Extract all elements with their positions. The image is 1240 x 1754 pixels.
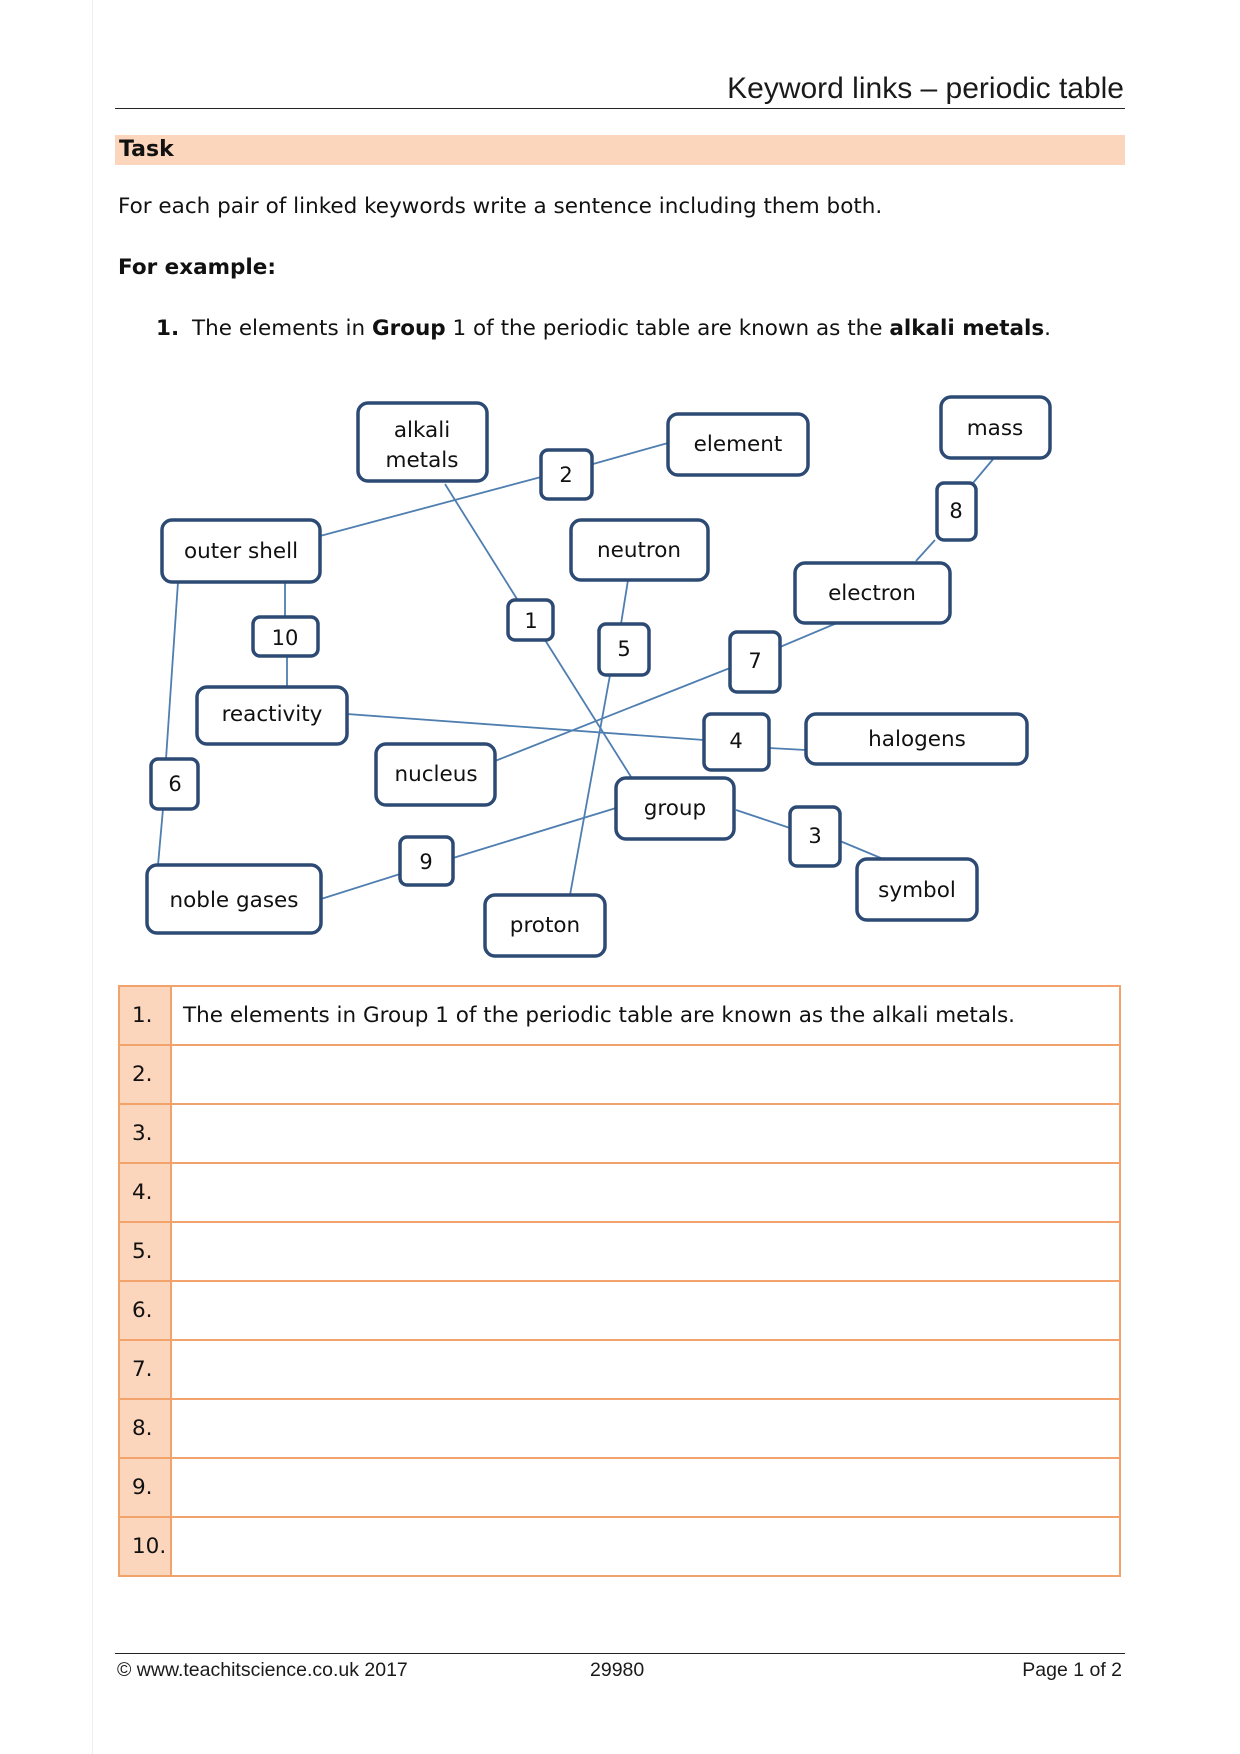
keyword-noble-gases xyxy=(147,865,321,933)
keyword-label: alkali xyxy=(393,418,451,443)
answer-row xyxy=(119,1458,1120,1517)
answer-number: 5. xyxy=(119,1222,171,1281)
link-line xyxy=(158,809,163,865)
keyword-outer-shell xyxy=(162,520,320,582)
keyword-label: metals xyxy=(385,448,459,473)
link-line xyxy=(780,623,837,647)
link-line xyxy=(445,484,517,599)
keyword-electron xyxy=(795,563,950,623)
example-text-part: 1 of the periodic table are known as the xyxy=(445,316,890,341)
answer-number: 6. xyxy=(119,1281,171,1340)
link-line xyxy=(973,458,994,483)
answer-number: 8. xyxy=(119,1399,171,1458)
link-line xyxy=(166,582,178,759)
link-number-6 xyxy=(151,759,198,809)
answer-field[interactable] xyxy=(171,1399,1120,1458)
keyword-group xyxy=(616,778,734,839)
footer-divider xyxy=(115,1653,1125,1654)
answer-number: 2. xyxy=(119,1045,171,1104)
answer-field[interactable] xyxy=(171,1104,1120,1163)
answer-row xyxy=(119,1222,1120,1281)
answer-number: 3. xyxy=(119,1104,171,1163)
keyword-nucleus xyxy=(376,744,495,805)
keyword-neutron xyxy=(571,520,708,580)
link-number-1 xyxy=(508,600,553,640)
answer-row xyxy=(119,1163,1120,1222)
footer-resource-code: 29980 xyxy=(590,1659,645,1681)
link-number-label: 6 xyxy=(168,772,182,796)
link-number-label: 5 xyxy=(617,637,631,661)
link-line xyxy=(916,540,935,561)
keyword-label: electron xyxy=(828,581,916,606)
task-heading: Task xyxy=(119,137,174,162)
keyword-label: group xyxy=(643,796,707,821)
link-number-9 xyxy=(400,837,453,885)
diagram-links xyxy=(158,443,994,899)
answer-row xyxy=(119,1340,1120,1399)
keyword-label: neutron xyxy=(596,538,682,563)
answer-number: 9. xyxy=(119,1458,171,1517)
keyword-label: noble gases xyxy=(169,888,299,913)
link-line xyxy=(453,808,616,858)
answer-row xyxy=(119,1281,1120,1340)
answer-row xyxy=(119,1104,1120,1163)
link-number-label: 8 xyxy=(949,499,963,523)
keyword-label: element xyxy=(693,432,783,457)
keyword-element xyxy=(668,414,808,475)
link-line xyxy=(570,675,610,895)
answer-row xyxy=(119,986,1120,1045)
example-number: 1. xyxy=(156,316,180,341)
answer-field[interactable] xyxy=(171,1045,1120,1104)
footer-copyright: © www.teachitscience.co.uk 2017 xyxy=(117,1659,408,1681)
keyword-label: nucleus xyxy=(394,762,478,787)
keyword-label: proton xyxy=(509,913,581,938)
answer-field[interactable] xyxy=(171,1163,1120,1222)
answer-field[interactable]: The elements in Group 1 of the periodic table are known as the alkali metals. xyxy=(171,986,1120,1045)
link-number-label: 7 xyxy=(748,649,762,673)
link-number-8 xyxy=(937,483,976,540)
link-number-label: 9 xyxy=(419,850,433,874)
link-number-label: 1 xyxy=(524,609,538,633)
answer-number: 7. xyxy=(119,1340,171,1399)
keyword-label: symbol xyxy=(878,878,956,903)
keyword-label: mass xyxy=(966,416,1024,441)
keyword-symbol xyxy=(857,859,977,920)
example-keyword-alkali-metals: alkali metals xyxy=(889,316,1045,341)
link-line xyxy=(320,477,541,536)
keyword-label: halogens xyxy=(868,727,966,752)
link-number-2 xyxy=(541,450,592,499)
answer-field[interactable] xyxy=(171,1517,1120,1576)
task-instruction: For each pair of linked keywords write a sentence including them both. xyxy=(118,194,883,219)
link-number-7 xyxy=(730,632,780,692)
keyword-reactivity xyxy=(197,687,347,744)
link-line xyxy=(769,748,806,750)
keyword-mass xyxy=(941,397,1050,458)
answer-number: 10. xyxy=(119,1517,171,1576)
keyword-halogens xyxy=(806,714,1027,764)
link-number-label: 4 xyxy=(729,729,743,753)
footer-page-number: Page 1 of 2 xyxy=(1022,1659,1122,1681)
link-number-4 xyxy=(704,714,769,770)
keyword-label: reactivity xyxy=(221,702,323,727)
link-number-label: 10 xyxy=(271,626,299,650)
page-title: Keyword links – periodic table xyxy=(727,72,1124,105)
example-text-part: . xyxy=(1044,316,1052,341)
answer-field[interactable] xyxy=(171,1340,1120,1399)
example-text-part: The elements in xyxy=(192,316,372,341)
link-number-5 xyxy=(599,624,649,675)
answer-field[interactable] xyxy=(171,1458,1120,1517)
link-number-label: 2 xyxy=(559,463,573,487)
answer-row xyxy=(119,1399,1120,1458)
link-number-3 xyxy=(790,807,840,866)
example-keyword-group: Group xyxy=(371,316,446,341)
link-number-10 xyxy=(253,617,318,656)
answer-table xyxy=(118,985,1121,1577)
answer-field[interactable] xyxy=(171,1222,1120,1281)
link-line xyxy=(347,714,704,740)
keyword-proton xyxy=(485,895,605,956)
keyword-label: outer shell xyxy=(183,539,299,564)
answer-number: 4. xyxy=(119,1163,171,1222)
example-heading: For example: xyxy=(118,255,276,280)
keyword-alkali-metals xyxy=(358,403,487,481)
link-line xyxy=(621,580,628,624)
link-line xyxy=(736,810,790,828)
link-line xyxy=(321,874,400,899)
link-number-label: 3 xyxy=(808,824,822,848)
answer-row xyxy=(119,1517,1120,1576)
answer-number: 1. xyxy=(119,986,171,1045)
answer-field[interactable] xyxy=(171,1281,1120,1340)
answer-row xyxy=(119,1045,1120,1104)
link-line xyxy=(593,443,668,464)
